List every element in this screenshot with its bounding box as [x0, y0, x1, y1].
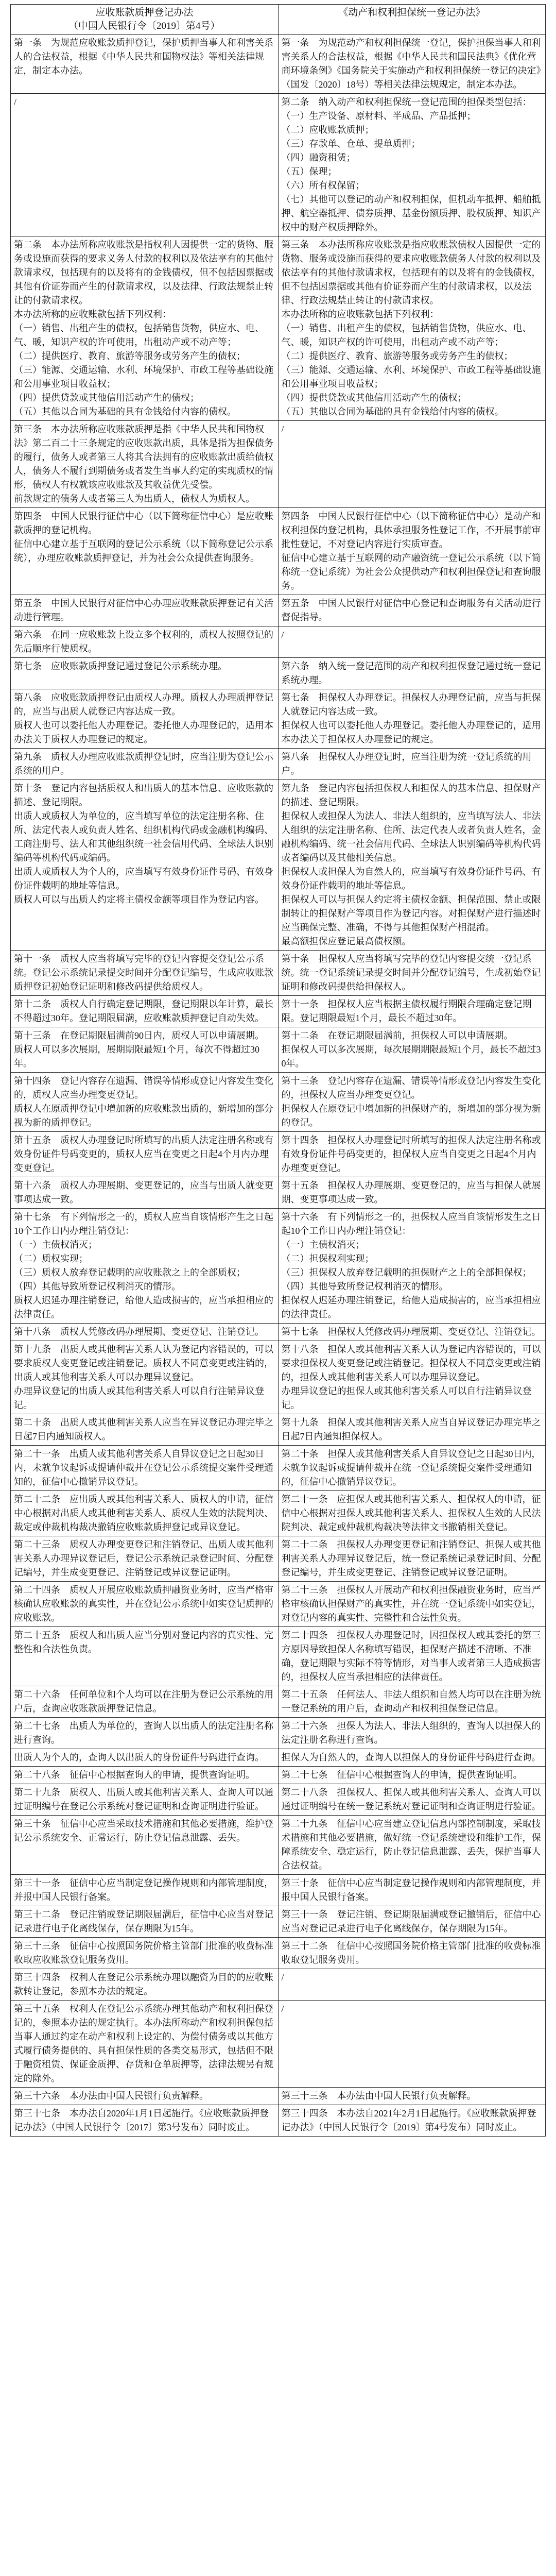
right-article-cell	[278, 595, 546, 626]
table-row	[11, 780, 546, 951]
left-article-text: 第二十六条 任何单位和个人均可以在注册为登记公示系统的用户后，查询应收账款质押登记信息。	[14, 1689, 273, 1714]
right-article-cell	[278, 94, 546, 236]
left-article-text: 第十三条 在登记期限届满前90日内，质权人可以申请展期。 质权人可以多次展期，展期期限最短1个月，每次不得超过30年。	[14, 1030, 264, 1069]
left-article-cell	[11, 1446, 279, 1491]
left-article-text: 第八条 应收账款质押登记由质权人办理。质权人办理质押登记的，应当与出质人就登记内容达成一致。 质权人也可以委托他人办理登记。委托他人办理登记的，适用本办法关于质权人办理登记的规定。	[14, 692, 273, 745]
right-article-text: 第十三条 登记内容存在遗漏、错误等情形或登记内容发生变化的，担保权人应当办理变更登记。 担保权人在原登记中增加新的担保财产的，新增加的部分视为新的登记。	[281, 1076, 541, 1128]
left-article-cell	[11, 2088, 279, 2105]
left-article-text: 第三十四条 权利人在登记公示系统办理以融资为目的的应收账款转让登记，参照本办法的规定。	[14, 1972, 273, 1997]
right-article-cell	[278, 1536, 546, 1582]
table-row	[11, 1209, 546, 1324]
left-article-cell	[11, 689, 279, 749]
left-article-cell	[11, 1073, 279, 1132]
right-article-cell	[278, 1767, 546, 1784]
table-row	[11, 35, 546, 94]
left-article-text: 第三十七条 本办法自2020年1月1日起施行。《应收账款质押登记办法》（中国人民银行令〔2017〕第3号发布）同时废止。	[14, 2108, 269, 2133]
left-article-text: 第十八条 质权人凭修改码办理展期、变更登记、注销登记。	[14, 1327, 264, 1337]
right-article-cell	[278, 508, 546, 595]
comparison-table	[10, 4, 546, 2137]
right-article-text: 第二十四条 担保权人办理登记时，因担保权人或其委托的第三方原因导致担保人名称填写错误，担保财产描述不清晰、不准确，登记期限与实际不符等情形，对当事人或者第三人造成损害的，担保权人应当承担相应的法律责任。	[281, 1630, 541, 1683]
left-article-cell	[11, 1582, 279, 1627]
right-article-text: 第十六条 有下列情形之一的，担保权人应当自该情形发生之日起10个工作日内办理注销登记： （一）主债权消灭； （二）担保权利实现； （三）担保权人放弃登记载明的担保财产之上的全部担保权； （四）其他导致所登记权利消灭的情形。 担保权人迟延办理注销登记，给他人造成损害的，应当承担相应的法律责任。	[281, 1212, 541, 1320]
table-row	[11, 1491, 546, 1536]
table-row	[11, 1718, 546, 1749]
right-article-cell	[278, 1209, 546, 1324]
left-article-cell	[11, 996, 279, 1027]
left-article-text: 第十七条 有下列情形之一的，质权人应当自该情形产生之日起10个工作日内办理注销登记： （一）主债权消灭； （二）质权实现； （三）质权人放弃登记载明的应收账款之上的全部质权； （四）其他导致所登记权利消灭的情形。 质权人迟延办理注销登记，给他人造成损害的，应当承担相应的法律责任。	[14, 1212, 273, 1320]
table-row	[11, 2001, 546, 2088]
table-row	[11, 1906, 546, 1938]
right-article-cell	[278, 749, 546, 780]
left-article-text: 第三十五条 权利人在登记公示系统办理其他动产和权利担保登记的，参照本办法的规定执行。本办法所称动产和权利担保包括当事人通过约定在动产和权利上设定的、为偿付债务或以其他方式履行债务提供的、具有担保性质的各类交易形式，包括但不限于融资租赁、保证金质押、存货和仓单质押等，法律法规另有规定的除外。	[14, 2004, 273, 2084]
right-article-cell	[278, 1784, 546, 1816]
left-article-cell	[11, 2105, 279, 2137]
table-row	[11, 421, 546, 508]
left-article-cell	[11, 1177, 279, 1209]
right-article-text: 第十条 担保权人应当将填写完毕的登记内容提交统一登记系统。统一登记系统记录提交时间并分配登记编号，生成初始登记证明和修改码提供给担保权人。	[281, 954, 541, 992]
right-article-text: 第二十二条 担保权人办理变更登记和注销登记、担保人或其他利害关系人办理异议登记后，统一登记系统记录登记时间、分配登记编号，并生成变更登记、注销登记或异议登记证明。	[281, 1539, 541, 1578]
table-row	[11, 1132, 546, 1177]
right-article-text: 第七条 担保权人办理登记。担保权人办理登记前，应当与担保人就登记内容达成一致。 担保权人也可以委托他人办理登记。委托他人办理登记的，适用本办法关于担保权人办理登记的规定。	[281, 692, 541, 745]
left-article-cell	[11, 951, 279, 996]
right-article-text: 第二十一条 应担保人或其他利害关系人、担保权人的申请，征信中心根据对担保人或其他利害关系人、担保权人生效的人民法院判决、裁定或仲裁机构裁决等法律文书撤销相关登记。	[281, 1494, 541, 1533]
table-row	[11, 749, 546, 780]
left-article-cell	[11, 1906, 279, 1938]
right-article-cell	[278, 780, 546, 951]
right-article-cell	[278, 1027, 546, 1073]
left-article-cell	[11, 1816, 279, 1875]
left-article-cell	[11, 1536, 279, 1582]
right-article-cell	[278, 1627, 546, 1686]
right-article-cell	[278, 1414, 546, 1446]
left-article-cell	[11, 1718, 279, 1749]
left-article-cell	[11, 1749, 279, 1767]
right-article-text: 第十四条 担保权人办理登记时所填写的担保人法定注册名称或有效身份证件号码变更的，担保权人应当自变更之日起4个月内办理变更登记。	[281, 1135, 541, 1174]
left-article-cell	[11, 508, 279, 595]
right-doc-title: 《动产和权利担保统一登记办法》	[338, 7, 485, 18]
right-article-cell	[278, 1969, 546, 2001]
table-header-row	[11, 5, 546, 35]
table-row	[11, 658, 546, 689]
right-article-text: /	[281, 1972, 284, 1983]
left-doc-subtitle: （中国人民银行令〔2019〕第4号）	[68, 20, 220, 31]
left-article-cell	[11, 1341, 279, 1414]
right-article-text: 第六条 纳入统一登记范围的动产和权利担保登记通过统一登记系统办理。	[281, 661, 541, 686]
left-article-text: 第二十一条 出质人或其他利害关系人自异议登记之日起30日内，未就争议起诉或提请仲裁并在登记公示系统提交案件受理通知的，征信中心撤销异议登记。	[14, 1449, 273, 1487]
left-article-text: 第二十四条 质权人开展应收账款质押融资业务时，应当严格审核确认应收账款的真实性，并在登记公示系统中如实登记质押的应收账款。	[14, 1585, 273, 1623]
left-article-text: 第二十八条 征信中心根据查询人的申请，提供查询证明。	[14, 1770, 255, 1781]
left-article-text: 第三十三条 征信中心按照国务院价格主管部门批准的收费标准收取应收账款登记服务费用。	[14, 1941, 273, 1965]
table-row	[11, 1341, 546, 1414]
left-article-text: 第四条 中国人民银行征信中心（以下简称征信中心）是应收账款质押的登记机构。 征信中心建立基于互联网的登记公示系统（以下简称登记公示系统），办理应收账款质押登记，并为社会公众提供查询服务。	[14, 511, 273, 564]
right-article-text: 第三十三条 本办法由中国人民银行负责解释。	[281, 2091, 476, 2102]
right-article-text: 第十五条 担保权人办理展期、变更登记的，应当与担保人就展期、变更事项达成一致。	[281, 1180, 541, 1205]
right-article-text: 第十七条 担保权人凭修改码办理展期、变更登记、注销登记。	[281, 1327, 541, 1337]
left-article-cell	[11, 1027, 279, 1073]
right-article-cell	[278, 1491, 546, 1536]
left-article-cell	[11, 236, 279, 421]
left-article-cell	[11, 1767, 279, 1784]
table-row	[11, 1784, 546, 1816]
left-article-cell	[11, 35, 279, 94]
table-row	[11, 1686, 546, 1718]
table-row	[11, 94, 546, 236]
right-article-text: 第二十五条 任何法人、非法人组织和自然人均可以在注册为统一登记系统的用户后，查询动产和权利担保登记信息。	[281, 1689, 541, 1714]
right-article-cell	[278, 1446, 546, 1491]
table-row	[11, 1027, 546, 1073]
left-article-text: 第十五条 质权人办理登记时所填写的出质人法定注册名称或有效身份证件号码变更的，质权人应当在变更之日起4个月内办理变更登记。	[14, 1135, 273, 1174]
right-article-text: 第五条 中国人民银行对征信中心登记和查询服务有关活动进行督促指导。	[281, 598, 541, 623]
table-row	[11, 996, 546, 1027]
left-article-cell	[11, 1686, 279, 1718]
left-article-cell	[11, 1969, 279, 2001]
right-article-text: 第八条 担保权人办理登记时，应当注册为统一登记系统的用户。	[281, 752, 532, 776]
right-article-cell	[278, 1177, 546, 1209]
right-article-cell	[278, 1132, 546, 1177]
table-row	[11, 236, 546, 421]
left-article-cell	[11, 1132, 279, 1177]
left-article-text: 第二十九条 质权人、出质人或其他利害关系人、查询人可以通过证明编号在登记公示系统对登记证明和查询证明进行验证。	[14, 1787, 273, 1812]
table-row	[11, 626, 546, 658]
right-article-text: /	[281, 630, 284, 640]
right-article-text: 第四条 中国人民银行征信中心（以下简称征信中心）是动产和权利担保的登记机构，具体承担服务性登记工作，不开展事前审批性登记，不对登记内容进行实质审查。 征信中心建立基于互联网的动产融资统一登记公示系统（以下简称统一登记系统）为社会公众提供动产和权利担保登记和查询服务。	[281, 511, 541, 591]
right-article-text: 第九条 登记内容包括担保权人和担保人的基本信息、担保财产的描述、登记期限。 担保权人或担保人为法人、非法人组织的，应当填写法人、非法人组织的法定注册名称、住所、法定代表人或者负责人姓名，金融机构编码、统一社会信用代码、全球法人识别编码等机构代码或者编码以及其他相关信息。 担保权人或担保人为自然人的，应当填写有效身份证件号码、有效身份证件载明的地址等信息。 担保权人可以与担保人约定将主债权金额、担保范围、禁止或限制转让的担保财产等项目作为登记内容。对担保财产进行描述时应当确保完整、准确，不得与其他担保财产相混淆。 最高额担保应登记最高债权额。	[281, 783, 541, 947]
left-article-text: 第十六条 质权人办理展期、变更登记的，应当与出质人就变更事项达成一致。	[14, 1180, 273, 1205]
table-row	[11, 1446, 546, 1491]
right-article-cell	[278, 1875, 546, 1906]
right-article-cell	[278, 1341, 546, 1414]
right-article-text: 第三十二条 征信中心按照国务院价格主管部门批准的收费标准收取登记服务费用。	[281, 1941, 541, 1965]
left-article-cell	[11, 2001, 279, 2088]
right-article-cell	[278, 1582, 546, 1627]
table-row	[11, 1875, 546, 1906]
right-article-cell	[278, 1073, 546, 1132]
left-article-cell	[11, 1875, 279, 1906]
right-article-cell	[278, 2105, 546, 2137]
right-article-text: 第二条 纳入动产和权利担保统一登记范围的担保类型包括： （一）生产设备、原材料、半成品、产品抵押； （二）应收账款质押； （三）存款单、仓单、提单质押； （四）融资租赁； （五）保理； （六）所有权保留； （七）其他可以登记的动产和权利担保，但机动车抵押、船舶抵押、航空器抵押、债券质押、基金份额质押、股权质押、知识产权中的财产权质押除外。	[281, 97, 541, 233]
left-article-text: 第十九条 出质人或其他利害关系人认为登记内容错误的，可以要求质权人变更登记或注销登记。质权人不同意变更或注销的，出质人或其他利害关系人可以办理异议登记。 办理异议登记的出质人或其他利害关系人可以自行注销异议登记。	[14, 1344, 273, 1411]
table-row	[11, 951, 546, 996]
table-row	[11, 595, 546, 626]
left-article-text: 第二十五条 质权人和出质人应当分别对登记内容的真实性、完整性和合法性负责。	[14, 1630, 273, 1655]
left-article-text: /	[14, 97, 17, 108]
left-doc-title: 应收账款质押登记办法	[95, 7, 194, 18]
left-article-text: 出质人为个人的，查询人以出质人的身份证件号码进行查询。	[14, 1752, 264, 1763]
right-article-cell	[278, 626, 546, 658]
table-row	[11, 2088, 546, 2105]
right-article-cell	[278, 2001, 546, 2088]
left-article-cell	[11, 595, 279, 626]
right-article-text: 第二十条 担保人或其他利害关系人自异议登记之日起30日内，未就争议起诉或提请仲裁并在统一登记系统提交案件受理通知的，征信中心撤销异议登记。	[281, 1449, 541, 1487]
left-article-text: 第七条 应收账款质押登记通过登记公示系统办理。	[14, 661, 227, 672]
right-article-cell	[278, 421, 546, 508]
left-article-text: 第二十二条 应出质人或其他利害关系人、质权人的申请，征信中心根据对出质人或其他利害关系人、质权人生效的法院判决、裁定或仲裁机构裁决撤销应收账款质押登记或异议登记。	[14, 1494, 273, 1533]
right-article-text: 第二十八条 担保权人、担保人或其他利害关系人、查询人可以通过证明编号在统一登记系统对登记证明和查询证明进行验证。	[281, 1787, 541, 1812]
right-article-cell	[278, 689, 546, 749]
right-article-text: 第三十一条 登记注销、登记期限届满或登记撤销后，征信中心应当对登记记录进行电子化离线保存，保存期限为15年。	[281, 1909, 541, 1934]
right-article-cell	[278, 1686, 546, 1718]
right-article-text: 第二十三条 担保权人开展动产和权利担保融资业务时，应当严格审核确认担保财产的真实性，并在统一登记系统中如实登记，对登记内容的真实性、完整性和合法性负责。	[281, 1585, 541, 1623]
left-article-cell	[11, 780, 279, 951]
right-article-cell	[278, 1749, 546, 1767]
right-article-cell	[278, 236, 546, 421]
left-article-cell	[11, 1784, 279, 1816]
table-row	[11, 1177, 546, 1209]
right-article-text: 第十一条 担保权人应当根据主债权履行期限合理确定登记期限。登记期限最短1个月，最长不超过30年。	[281, 999, 532, 1024]
right-article-text: 第三十条 征信中心应当制定登记操作规则和内部管理制度，并报中国人民银行备案。	[281, 1878, 541, 1903]
left-article-text: 第二十七条 出质人为单位的，查询人以出质人的法定注册名称进行查询。	[14, 1721, 273, 1745]
left-article-text: 第三十二条 登记注销或登记期限届满后，征信中心应当对登记记录进行电子化离线保存，保存期限为15年。	[14, 1909, 273, 1934]
left-article-cell	[11, 1414, 279, 1446]
left-article-text: 第二十三条 质权人办理变更登记和注销登记、出质人或其他利害关系人办理异议登记后，登记公示系统记录登记时间、分配登记编号，并生成变更登记、注销登记或异议登记证明。	[14, 1539, 273, 1578]
left-article-cell	[11, 626, 279, 658]
left-article-text: 第三十条 征信中心应当采取技术措施和其他必要措施，维护登记公示系统安全、正常运行，防止登记信息泄露、丢失。	[14, 1819, 273, 1843]
table-row	[11, 1938, 546, 1969]
left-article-text: 第一条 为规范应收账款质押登记，保护质押当事人和利害关系人的合法权益，根据《中华人民共和国物权法》等相关法律规定，制定本办法。	[14, 38, 273, 76]
table-row	[11, 1536, 546, 1582]
left-article-cell	[11, 1938, 279, 1969]
right-article-text: 第二十九条 征信中心应当建立登记信息内部控制制度，采取技术措施和其他必要措施，做好统一登记系统建设和维护工作，保障系统安全、稳定运行，防止登记信息泄露、丢失，保护当事人合法权益。	[281, 1819, 541, 1871]
right-article-text: 第一条 为规范动产和权利担保统一登记，保护担保当事人和利害关系人的合法权益，根据《中华人民共和国民法典》《优化营商环境条例》《国务院关于实施动产和权利担保统一登记的决定》（国发〔2020〕18号）等相关法律法规规定，制定本办法。	[281, 38, 541, 90]
left-article-cell	[11, 658, 279, 689]
table-row	[11, 508, 546, 595]
left-article-cell	[11, 1209, 279, 1324]
table-row	[11, 1073, 546, 1132]
left-article-cell	[11, 1491, 279, 1536]
left-article-text: 第十条 登记内容包括质权人和出质人的基本信息、应收账款的描述、登记期限。 出质人或质权人为单位的，应当填写单位的法定注册名称、住所、法定代表人或负责人姓名、组织机构代码或金融机构编码、工商注册号、法人和其他组织统一社会信用代码、全球法人识别编码等机构代码或编码。 出质人或质权人为个人的，应当填写有效身份证件号码、有效身份证件载明的地址等信息。 质权人可以与出质人约定将主债权金额等项目作为登记内容。	[14, 783, 273, 905]
right-article-text: 第三十四条 本办法自2021年2月1日起施行。《应收账款质押登记办法》（中国人民银行令〔2019〕第4号发布）同时废止。	[281, 2108, 536, 2133]
left-article-text: 第六条 在同一应收账款上设立多个权利的，质权人按照登记的先后顺序行使质权。	[14, 630, 273, 654]
right-article-text: 第十八条 担保人或其他利害关系人认为登记内容错误的，可以要求担保权人变更登记或注销登记。担保权人不同意变更或注销的，担保人或其他利害关系人可以办理异议登记。 办理异议登记的担保人或其他利害关系人可以自行注销异议登记。	[281, 1344, 541, 1411]
right-article-cell	[278, 1816, 546, 1875]
right-article-text: /	[281, 424, 284, 435]
left-article-text: 第二十条 出质人或其他利害关系人应当在异议登记办理完毕之日起7日内通知质权人。	[14, 1417, 273, 1442]
left-article-text: 第十二条 质权人自行确定登记期限，登记期限以年计算，最长不得超过30年。登记期限届满，应收账款质押登记自动失效。	[14, 999, 273, 1024]
left-article-text: 第十一条 质权人应当将填写完毕的登记内容提交登记公示系统。登记公示系统记录提交时间并分配登记编号，生成应收账款质押登记初始登记证明和修改码提供给质权人。	[14, 954, 273, 992]
right-article-cell	[278, 1718, 546, 1749]
table-row	[11, 689, 546, 749]
table-row	[11, 1767, 546, 1784]
left-article-text: 第二条 本办法所称应收账款是指权利人因提供一定的货物、服务或设施而获得的要求义务人付款的权利以及依法享有的其他付款请求权，包括现有的以及将有的金钱债权，但不包括因票据或其他有价证券而产生的付款请求权，以及法律、行政法规禁止转让的付款请求权。 本办法所称的应收账款包括下列权利： （一）销售、出租产生的债权，包括销售货物，供应水、电、气、暖，知识产权的许可使用，出租动产或不动产等； （二）提供医疗、教育、旅游等服务或劳务产生的债权； （三）能源、交通运输、水利、环境保护、市政工程等基础设施和公用事业项目收益权； （四）提供贷款或其他信用活动产生的债权； （五）其他以合同为基础的具有金钱给付内容的债权。	[14, 240, 273, 417]
right-article-cell	[278, 1906, 546, 1938]
right-article-text: 担保人为自然人的，查询人以担保人的身份证件号码进行查询。	[281, 1752, 541, 1763]
table-row	[11, 1414, 546, 1446]
comparison-document	[10, 4, 546, 2137]
right-article-cell	[278, 658, 546, 689]
table-row	[11, 1582, 546, 1627]
left-article-cell	[11, 94, 279, 236]
table-row	[11, 1969, 546, 2001]
left-article-cell	[11, 1324, 279, 1341]
right-article-text: 第十二条 在登记期限届满前，担保权人可以申请展期。 担保权人可以多次展期，每次展期期限最短1个月，最长不超过30年。	[281, 1030, 541, 1069]
left-article-text: 第九条 质权人办理应收账款质押登记时，应当注册为登记公示系统的用户。	[14, 752, 273, 776]
right-article-cell	[278, 2088, 546, 2105]
right-article-cell	[278, 996, 546, 1027]
table-row	[11, 2105, 546, 2137]
right-column-header	[278, 5, 546, 35]
right-article-cell	[278, 1938, 546, 1969]
table-row	[11, 1627, 546, 1686]
left-article-text: 第五条 中国人民银行对征信中心办理应收账款质押登记有关活动进行管理。	[14, 598, 273, 623]
right-article-cell	[278, 1324, 546, 1341]
left-article-cell	[11, 749, 279, 780]
left-column-header	[11, 5, 279, 35]
left-article-cell	[11, 1627, 279, 1686]
table-row	[11, 1324, 546, 1341]
right-article-cell	[278, 951, 546, 996]
left-article-text: 第三十一条 征信中心应当制定登记操作规则和内部管理制度，并报中国人民银行备案。	[14, 1878, 273, 1903]
left-article-cell	[11, 421, 279, 508]
table-row	[11, 1816, 546, 1875]
left-article-text: 第三条 本办法所称应收账款质押是指《中华人民共和国物权法》第二百二十三条规定的应收账款出质，具体是指为担保债务的履行，债务人或者第三人将其合法拥有的应收账款出质给债权人，债务人不履行到期债务或者发生当事人约定的实现质权的情形，债权人有权就该应收账款及其收益优先受偿。 前款规定的债务人或者第三人为出质人，债权人为质权人。	[14, 424, 273, 504]
right-article-text: 第二十六条 担保人为法人、非法人组织的，查询人以担保人的法定注册名称进行查询。	[281, 1721, 541, 1745]
left-article-text: 第三十六条 本办法由中国人民银行负责解释。	[14, 2091, 208, 2102]
right-article-text: 第二十七条 征信中心根据查询人的申请，提供查询证明。	[281, 1770, 523, 1781]
left-article-text: 第十四条 登记内容存在遗漏、错误等情形或登记内容发生变化的，质权人应当办理变更登记。 质权人在原质押登记中增加新的应收账款出质的，新增加的部分视为新的质押登记。	[14, 1076, 273, 1128]
right-article-text: 第三条 本办法所称应收账款是指应收账款债权人因提供一定的货物、服务或设施而获得的要求应收账款债务人付款的权利以及依法享有的其他付款请求权，包括现有的以及将有的金钱债权，但不包括因票据或其他有价证券而产生的付款请求权，以及法律、行政法规禁止转让的付款请求权。 本办法所称的应收账款包括下列权利： （一）销售、出租产生的债权，包括销售货物，供应水、电、气、暖，知识产权的许可使用，出租动产或不动产等； （二）提供医疗、教育、旅游等服务或劳务产生的债权； （三）能源、交通运输、水利、环境保护、市政工程等基础设施和公用事业项目收益权； （四）提供贷款或其他信用活动产生的债权； （五）其他以合同为基础的具有金钱给付内容的债权。	[281, 240, 541, 417]
comparison-rows	[11, 35, 546, 2137]
table-row	[11, 1749, 546, 1767]
right-article-cell	[278, 35, 546, 94]
right-article-text: /	[281, 2004, 284, 2014]
right-article-text: 第十九条 担保人或其他利害关系人应当自异议登记办理完毕之日起7日内通知担保权人。	[281, 1417, 541, 1442]
